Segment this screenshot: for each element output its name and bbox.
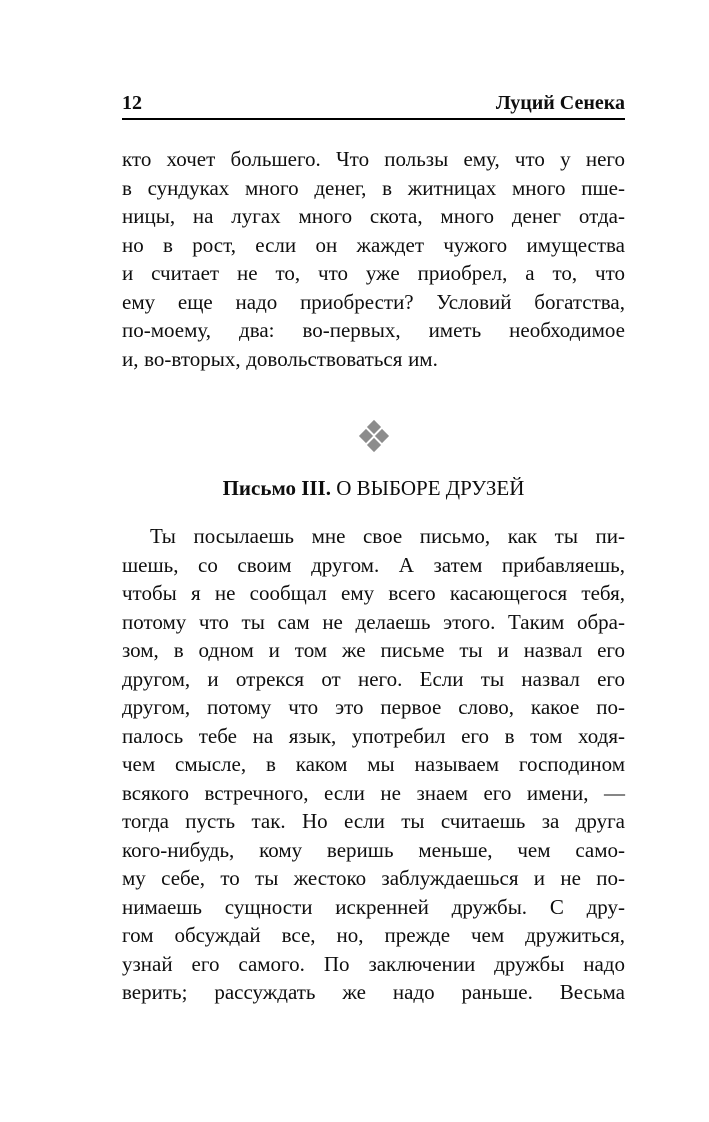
text-line: но в рост, если он жаждет чужого имущества <box>122 232 625 257</box>
text-line: зом, в одном и том же письме ты и назвал его <box>122 638 625 662</box>
paragraph <box>122 145 625 373</box>
text-line: кого-нибудь, кому веришь меньше, чем само- <box>122 837 625 862</box>
text-line: палось тебе на язык, употребил его в том ходя- <box>122 723 625 748</box>
text-line: в сундуках много денег, в житницах много пше- <box>122 175 625 200</box>
text-line: чтобы я не сообщал ему всего касающегося тебя, <box>122 581 625 605</box>
text-line: му себе, то ты жестоко заблуждаешься и не по- <box>122 866 625 890</box>
text-line: ему еще надо приобрести? Условий богатства, <box>122 289 625 314</box>
text-line: шешь, со своим другом. А затем прибавляешь, <box>122 552 625 577</box>
section-heading <box>122 475 625 501</box>
paragraph <box>122 522 625 1007</box>
text-line: гом обсуждай все, но, прежде чем дружиться, <box>122 923 625 947</box>
running-header <box>122 92 625 120</box>
text-line: потому что ты сам не делаешь этого. Таким обра- <box>122 609 625 634</box>
section-heading-number: Письмо III. <box>222 476 331 500</box>
text-line: и считает не то, что уже приобрел, а то, что <box>122 261 625 285</box>
section-heading-title: О ВЫБОРЕ ДРУЗЕЙ <box>336 476 525 500</box>
text-line: чем смысле, в каком мы называем господином <box>122 752 625 776</box>
section-divider <box>122 419 625 453</box>
text-line: и, во-вторых, довольствоваться им. <box>122 346 438 371</box>
text-line: другом, и отрекся от него. Если ты назвал его <box>122 666 625 691</box>
text-line: по-моему, два: во-первых, иметь необходимое <box>122 318 625 342</box>
text-line: узнай его самого. По заключении дружбы надо <box>122 951 625 976</box>
text-line: Ты посылаешь мне свое письмо, как ты пи- <box>150 524 625 548</box>
text-line: верить; рассуждать же надо раньше. Весьма <box>122 980 625 1004</box>
text-line: кто хочет большего. Что пользы ему, что у него <box>122 147 625 171</box>
text-line: ницы, на лугах много скота, много денег отда- <box>122 204 625 228</box>
text-line: нимаешь сущности искренней дружбы. С дру- <box>122 894 625 919</box>
text-line: другом, потому что это первое слово, какое по- <box>122 695 625 719</box>
page-number: 12 <box>122 92 142 114</box>
running-title: Луций Сенека <box>495 92 625 114</box>
text-line: тогда пусть так. Но если ты считаешь за друга <box>122 809 625 833</box>
text-line: всякого встречного, если не знаем его имени, — <box>122 780 625 805</box>
page-content <box>122 92 625 1007</box>
diamond-ornament-icon <box>357 419 391 453</box>
